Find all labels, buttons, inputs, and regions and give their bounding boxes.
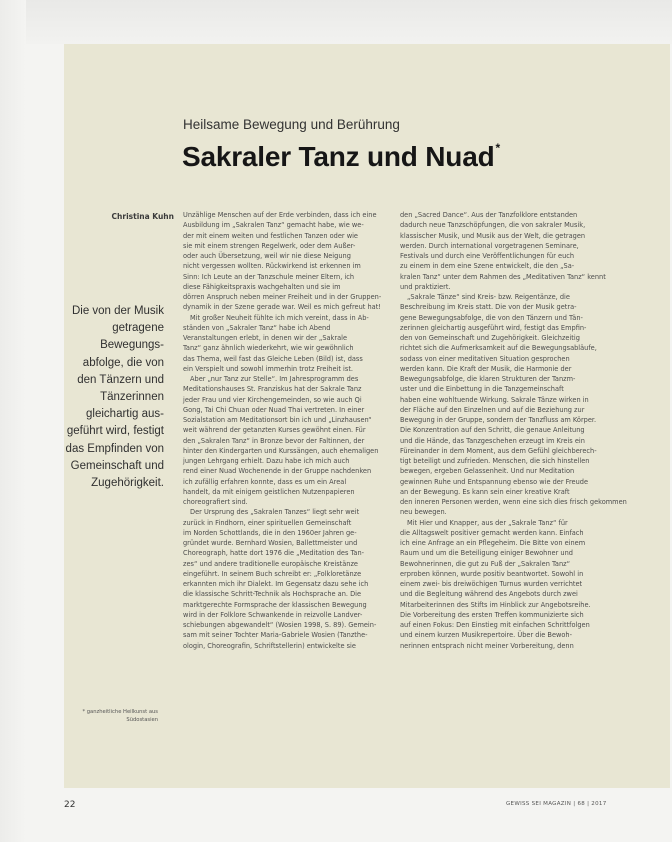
title-footnote-mark: * [495,141,500,155]
text-line: Beschreibung im Kreis statt. Die von der Musik getra- [400,303,577,312]
text-line: Gong, Tai Chi Chuan oder Nuad Thai vertreten. In einer [183,405,365,414]
text-line: oder auch Übersetzung, weil wir nie diese Neigung [183,252,351,260]
text-line: werden kann. Die Kraft der Musik, die Harmonie der [400,364,572,373]
text-line: dadurch neue Tanzschöpfungen, die von sakraler Musik, [400,221,586,230]
text-line: Raum und um die Beteiligung einiger Bewohner und [400,549,573,558]
text-line: richtet sich die Aufmerksamkeit auf die Bewegungsabläufe, [400,344,597,353]
text-line: an der Bewegung. Es kann sein einer kreative Kraft [400,487,570,496]
author-name: Christina Kuhn [111,212,174,221]
text-line: diese Fähigkeitspraxis wachgehalten und sie im [183,282,341,291]
text-line: und einem kurzen Musikrepertoire. Über die Bewoh- [400,631,572,640]
text-line: „Sakrale Tänze“ sind Kreis- bzw. Reigentänze, die [407,293,570,301]
text-line: die Alltagswelt positiver gemacht werden kann. Einfach [400,528,584,537]
text-line: Sozialstation am Meditationsort bin ich und „Linzhausen“ [183,416,372,424]
text-line: dörren Anspruch neben meiner Freiheit und in der Gruppen- [183,293,382,301]
article-kicker: Heilsame Bewegung und Berührung [183,117,400,132]
text-line: im Norden Schottlands, die in den 1960er Jahren ge- [183,528,357,537]
text-line: und die Begleitung während des Angebots durch zwei [400,590,578,599]
magazine-info: GEWISS SEI MAGAZIN | 68 | 2017 [506,801,607,807]
text-line: haben eine wohltuende Wirkung. Sakrale Tänze wirken in [400,395,589,404]
text-line: schiebungen abgewandelt“ (Wosien 1998, S. 89). Gemein- [183,621,377,629]
body-column-left [183,210,382,651]
text-line: Mit großer Neuheit fühlte ich mich vereint, dass in Ab- [190,313,369,322]
text-line: Tanz“ ganz ähnlich wiederkehrt, wie wir gewöhnlich [183,344,354,353]
text-line: uster und die Einbettung in die Tanzgemeinschaft [400,385,564,394]
text-line: den von Gemeinschaft und Zugehörigkeit. Gleichzeitig [400,334,580,342]
text-line: jeder Frau und vier Kirchengemeinden, so wie auch Qi [183,395,362,404]
text-line: einem zwei- bis dreiwöchigen Turnus wurden verrichtet [400,580,583,588]
text-line: die klassische Schritt-Technik als Hochsprache an. Die [183,590,362,599]
text-line: auf einen Fokus: Den Einstieg mit einfachen Schrittfolgen [400,621,590,629]
text-line: Füreinander in dem Moment, aus dem Gefühl gleichberech- [400,446,597,455]
pull-quote: Die von der Musik getragene Bewegungs-abfolge, die von den Tänzern und Tänzerinnen gleichartig aus-geführt wird, festigt das Empfinden von Gemeinschaft und Zugehörigkeit. [65,305,164,490]
text-line: Der Ursprung des „Sakralen Tanzes“ liegt sehr weit [190,508,360,517]
text-line: das Thema, weil fast das Gleiche Leben (Bild) ist, dass [183,354,363,363]
article-title [182,141,500,173]
text-line: Choreograph, hatte dort 1976 die „Meditation des Tan- [183,549,365,558]
text-line: Sinn: Ich Leute an der Tanzschule meiner Eltern, ich [183,272,355,281]
text-line: ständen von „Sakraler Tanz“ habe ich Abend [183,323,331,332]
text-line: zurück in Findhorn, einer spirituellen Gemeinschaft [183,518,352,527]
text-line: der mit einem weiten und festlichen Tanzen oder wie [183,231,358,240]
text-line: Mit Hier und Knapper, aus der „Sakrale Tanz“ für [407,518,568,527]
text-line: zes“ und andere traditionelle europäische Kreistänze [183,559,358,568]
text-line: den „Sacred Dance“. Aus der Tanzfolklore entstanden [400,211,578,219]
text-line: Die Vorbereitung des ersten Treffen kommunizierte sich [400,610,584,619]
text-line: Bewegungsabfolge, die klaren Strukturen der Tanzm- [400,375,576,383]
text-line: Bewohnerinnen, die gut zu Fuß der „Sakralen Tanz“ [400,559,571,568]
text-line: zerinnen gleichartig ausgeführt wird, festigt das Empfin- [400,323,587,332]
text-line: gründet wurde. Bernhard Wosien, Ballettmeister und [183,539,358,547]
text-line: ein Verspielt und sowohl immerhin trotz Freiheit ist. [183,364,354,373]
text-line: Festivals und durch eine Veröffentlichungen für euch [400,252,575,260]
text-line: bewegen, ergeben Gelassenheit. Und nur Meditation [400,467,575,476]
text-line: Mitarbeiterinnen des Stifts im Hinblick zur Angebotsreihe. [400,600,591,609]
text-line: sam mit seiner Tochter Maria-Gabriele Wosien (Tanzthe- [183,631,368,640]
text-line: dynamik in der Szene gerade war. Weil es mich gefreut hat! [183,303,381,312]
text-line: gene Bewegungsabfolge, die von den Tänzern und Tän- [400,313,583,322]
text-line: marktgerechte Formsprache der klassischen Bewegung [183,600,367,609]
text-line: Aber „nur Tanz zur Stelle“. Im Jahresprogramm des [190,375,359,383]
text-line: choreografiert sind. [183,498,248,506]
text-line: handelt, da mit einigem geistlichen Nutzenpapieren [183,487,355,496]
text-line: jungen Lehrgang erhielt. Dazu habe ich mich auch [183,457,350,465]
text-line: klassischer Musik, und Musik aus der Welt, die getragen [400,231,586,240]
text-line: und praktiziert. [400,282,451,291]
text-line: Veranstaltungen erlebt, in denen wir der „Sakrale [183,334,347,342]
text-line: der Fläche auf den Einzelnen und auf die Beziehung zur [400,405,585,414]
text-line: sodass von einer meditativen Situation gesprochen [400,354,570,363]
text-line: eingeführt. In seinem Buch schreibt er: „Folkloretänze [183,569,362,578]
article-title-text: Sakraler Tanz und Nuad [182,141,495,172]
text-line: gewinnen Ruhe und Entspannung ebenso wie der Freude [400,477,589,486]
body-column-right [400,210,627,651]
text-line: ich eine Anfrage an ein Pflegeheim. Die Bitte von einem [400,539,586,547]
text-line: ich zufällig erfahren konnte, dass es um ein Areal [183,477,347,486]
page-number: 22 [64,800,76,810]
text-line: erproben können, wurde positiv beantwortet. Sowohl in [400,569,584,578]
text-line: werden. Durch international vorgetragenen Seminare, [400,241,579,250]
text-line: den „Sakralen Tanz“ in Bronze bevor der Faltinnen, der [183,436,365,445]
text-line: weit während der getanzten Kurses gewöhnt einen. Für [183,426,366,435]
text-line: Die Konzentration auf den Schritt, die genaue Anleitung [400,426,585,435]
text-line: Ausbildung im „Sakralen Tanz“ gemacht habe, wie we- [183,221,364,230]
text-line: und die Hände, das Tanzgeschehen erzeugt im Kreis ein [400,436,585,445]
page-left-strip [0,0,26,842]
footnote: * ganzheitliche Heilkunst aus Südostasien [82,709,158,723]
text-line: hinter den Kindergarten und Kurssängen, auch ehemaligen [183,446,379,455]
text-line: nicht vergessen wollten. Rückwirkend ist erkennen im [183,262,361,271]
text-line: erkannten mich ihr Dialekt. Im Gegensatz dazu sehe ich [183,580,369,588]
text-line: tigt beteiligt und zufrieden. Menschen, die sich hinstellen [400,457,590,465]
text-line: wird in der Folklore Schwankende in reizvolle Landver- [183,610,363,619]
text-line: Meditationshauses St. Franziskus hat der Sakrale Tanz [183,385,362,394]
text-line: nerinnen entsprach nicht meiner Vorbereitung, denn [400,641,574,650]
text-line: sie mit einem strengen Regelwerk, oder dem Außer- [183,241,356,250]
text-line: den inneren Personen werden, wenn eine sich dies frisch gekommen [400,498,627,506]
page-top-shadow [0,0,672,44]
text-line: kralen Tanz“ unter dem Rahmen des „Meditativen Tanz“ kennt [400,272,606,281]
text-line: Unzählige Menschen auf der Erde verbinden, dass ich eine [183,211,377,219]
text-line: neu bewegen. [400,508,447,517]
text-line: Bewegung in der Gruppe, sondern der Tanzfluss am Körper. [400,416,597,424]
text-line: rend einer Nuad Wochenende in der Gruppe nachdenken [183,467,372,476]
text-line: ologin, Choreografin, Schriftstellerin) entwickelte sie [183,641,356,650]
text-line: zu einem in dem eine Szene entwickelt, die den „Sa- [400,262,575,271]
